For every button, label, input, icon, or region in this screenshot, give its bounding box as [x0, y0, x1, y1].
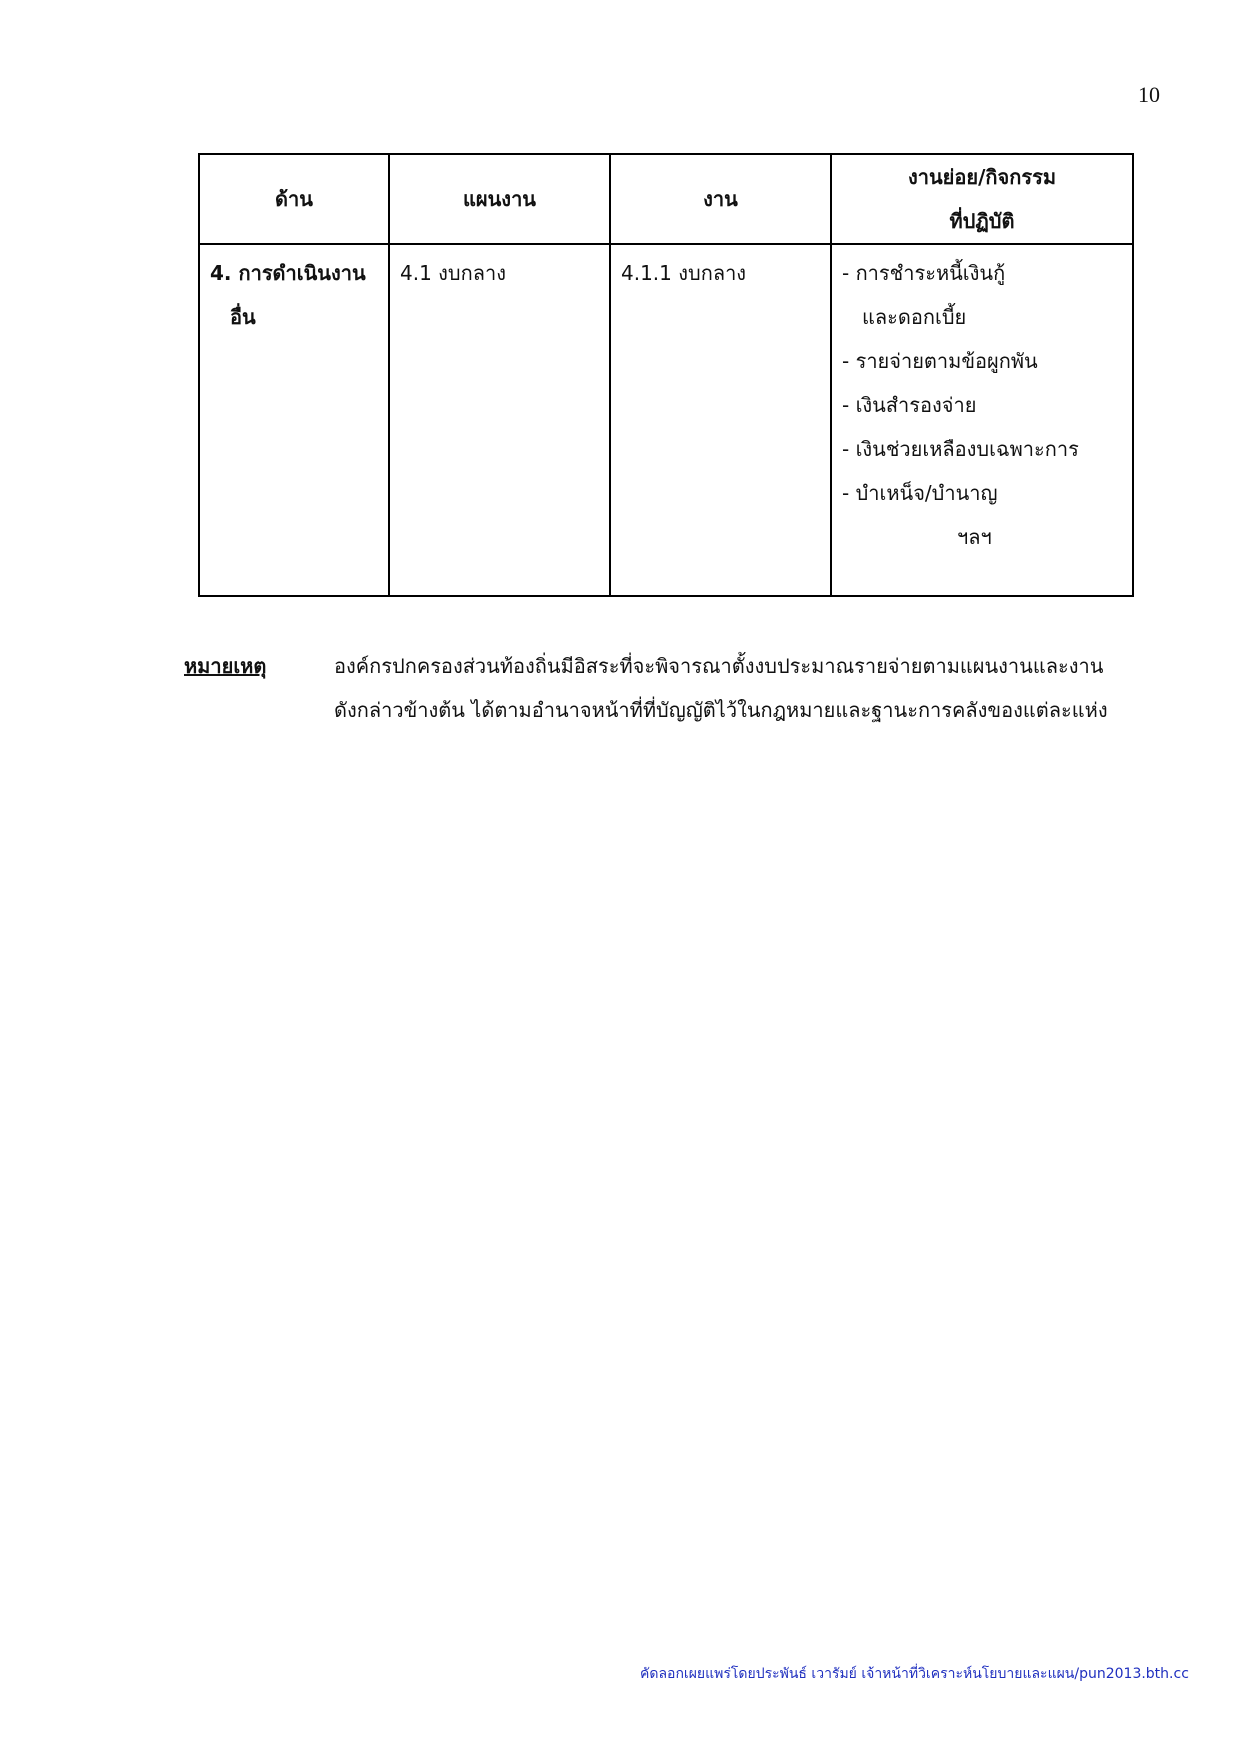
area-cell [199, 244, 389, 596]
header-activities-line2: ที่ปฏิบัติ [949, 209, 1015, 233]
list-item: - บำเหน็จ/บำนาญ [842, 481, 998, 505]
note-line-1: องค์กรปกครองส่วนท้องถิ่นมีอิสระที่จะพิจารณาตั้งงบประมาณรายจ่ายตามแผนงานและงาน [334, 654, 1104, 678]
header-plan: แผนงาน [389, 154, 610, 244]
activity-list [842, 251, 1122, 559]
work-cell: 4.1.1 งบกลาง [610, 244, 831, 596]
area-line-1: 4. การดำเนินงาน [210, 261, 366, 285]
list-item: - เงินสำรองจ่าย [842, 393, 977, 417]
list-item: ฯลฯ [957, 525, 992, 549]
list-item: - รายจ่ายตามข้อผูกพัน [842, 349, 1038, 373]
list-item: - การชำระหนี้เงินกู้ [842, 261, 1006, 285]
table-row [199, 244, 1133, 596]
note-label: หมายเหตุ [184, 654, 267, 678]
note-body [334, 644, 1144, 732]
page-number: 10 [1138, 82, 1160, 107]
table-header-row [199, 154, 1133, 244]
activities-cell [831, 244, 1133, 596]
header-area: ด้าน [199, 154, 389, 244]
list-item: และดอกเบี้ย [862, 305, 967, 329]
plan-cell: 4.1 งบกลาง [389, 244, 610, 596]
footer-credit: คัดลอกเผยแพร่โดยประพันธ์ เวารัมย์ เจ้าหน้าที่วิเคราะห์นโยบายและแผน/pun2013.bth.cc [640, 1666, 1189, 1682]
header-work: งาน [610, 154, 831, 244]
note-line-2: ดังกล่าวข้างต้น ได้ตามอำนาจหน้าที่ที่บัญญัติไว้ในกฎหมายและฐานะการคลังของแต่ละแห่ง [334, 698, 1108, 722]
budget-plan-table [198, 153, 1134, 597]
area-line-2: อื่น [230, 305, 256, 329]
header-activities [831, 154, 1133, 244]
header-activities-line1: งานย่อย/กิจกรรม [907, 165, 1057, 189]
list-item: - เงินช่วยเหลืองบเฉพาะการ [842, 437, 1079, 461]
